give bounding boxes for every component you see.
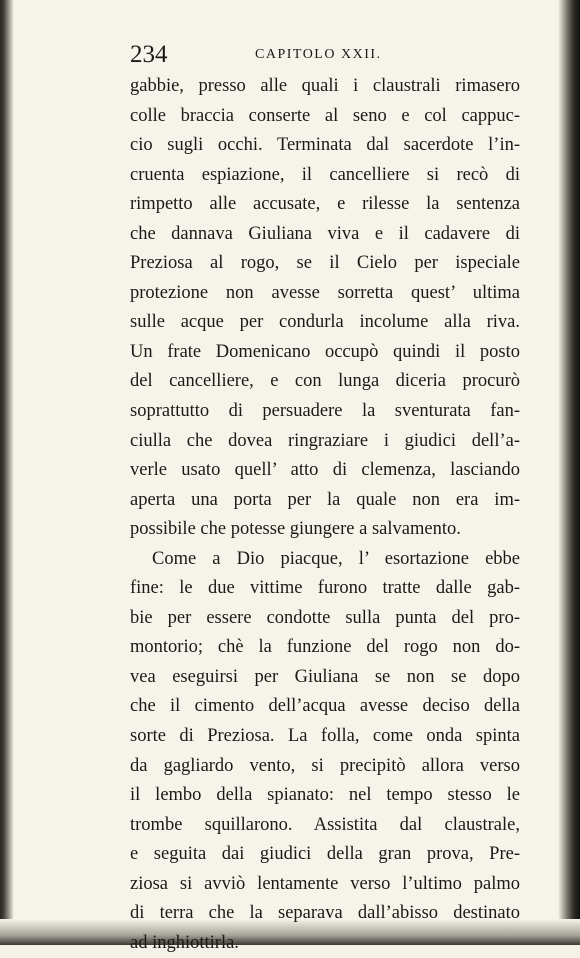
- page-right-edge: [558, 0, 580, 945]
- text-line: montorio; chè la funzione del rogo non do-: [130, 637, 520, 658]
- page-left-edge: [0, 0, 14, 945]
- text-line: fine: le due vittime furono tratte dalle gab-: [130, 578, 520, 599]
- text-line: sulle acque per condurla incolume alla riva.: [130, 312, 520, 333]
- text-line: e seguita dai giudici della gran prova, Pre-: [130, 844, 520, 865]
- text-line: vea eseguirsi per Giuliana se non se dopo: [130, 666, 520, 687]
- text-line: ziosa si avviò lentamente verso l’ultimo palmo: [130, 873, 520, 894]
- text-line: gabbie, presso alle quali i claustrali rimasero: [130, 76, 520, 96]
- body-text: [130, 72, 520, 958]
- text-line: ad inghiottirla.: [130, 932, 239, 953]
- text-line: il lembo della spianato: nel tempo stesso le: [130, 785, 520, 806]
- text-line: soprattutto di persuadere la sventurata fan-: [130, 401, 520, 422]
- text-line: che il cimento dell’acqua avesse deciso della: [130, 696, 520, 717]
- text-line: di terra che la separava dall’abisso destinato: [130, 903, 520, 924]
- text-line: trombe squillarono. Assistita dal claustrale,: [130, 814, 520, 835]
- text-line: aperta una porta per la quale non era im-: [130, 489, 520, 510]
- running-head: CAPITOLO XXII.: [255, 47, 382, 62]
- text-line: protezione non avesse sorretta quest’ ultima: [130, 282, 520, 303]
- text-line: da gagliardo vento, si precipitò allora verso: [130, 755, 520, 776]
- text-line: verle usato quell’ atto di clemenza, lasciando: [130, 460, 520, 481]
- text-line: rimpetto alle accusate, e rilesse la sentenza: [130, 194, 520, 215]
- text-line: cio sugli occhi. Terminata dal sacerdote l’in-: [130, 135, 520, 156]
- text-line: Preziosa al rogo, se il Cielo per ispeciale: [130, 253, 520, 274]
- text-line: cruenta espiazione, il cancelliere si recò di: [130, 164, 520, 185]
- text-line: bie per essere condotte sulla punta del pro-: [130, 607, 520, 628]
- text-line: che dannava Giuliana viva e il cadavere di: [130, 223, 520, 244]
- text-line: Un frate Domenicano occupò quindi il posto: [130, 341, 520, 362]
- text-line: del cancelliere, e con lunga diceria procurò: [130, 371, 520, 392]
- text-line: sorte di Preziosa. La folla, come onda spinta: [130, 726, 520, 747]
- page-number: 234: [130, 41, 168, 68]
- text-line: possibile che potesse giungere a salvamento.: [130, 519, 461, 540]
- page-header: [130, 40, 520, 70]
- text-line: colle braccia conserte al seno e col cappuc-: [130, 105, 520, 126]
- paragraph-start-line: Come a Dio piacque, l’ esortazione ebbe: [152, 548, 520, 569]
- text-line: ciulla che dovea ringraziare i giudici dell’a-: [130, 430, 520, 451]
